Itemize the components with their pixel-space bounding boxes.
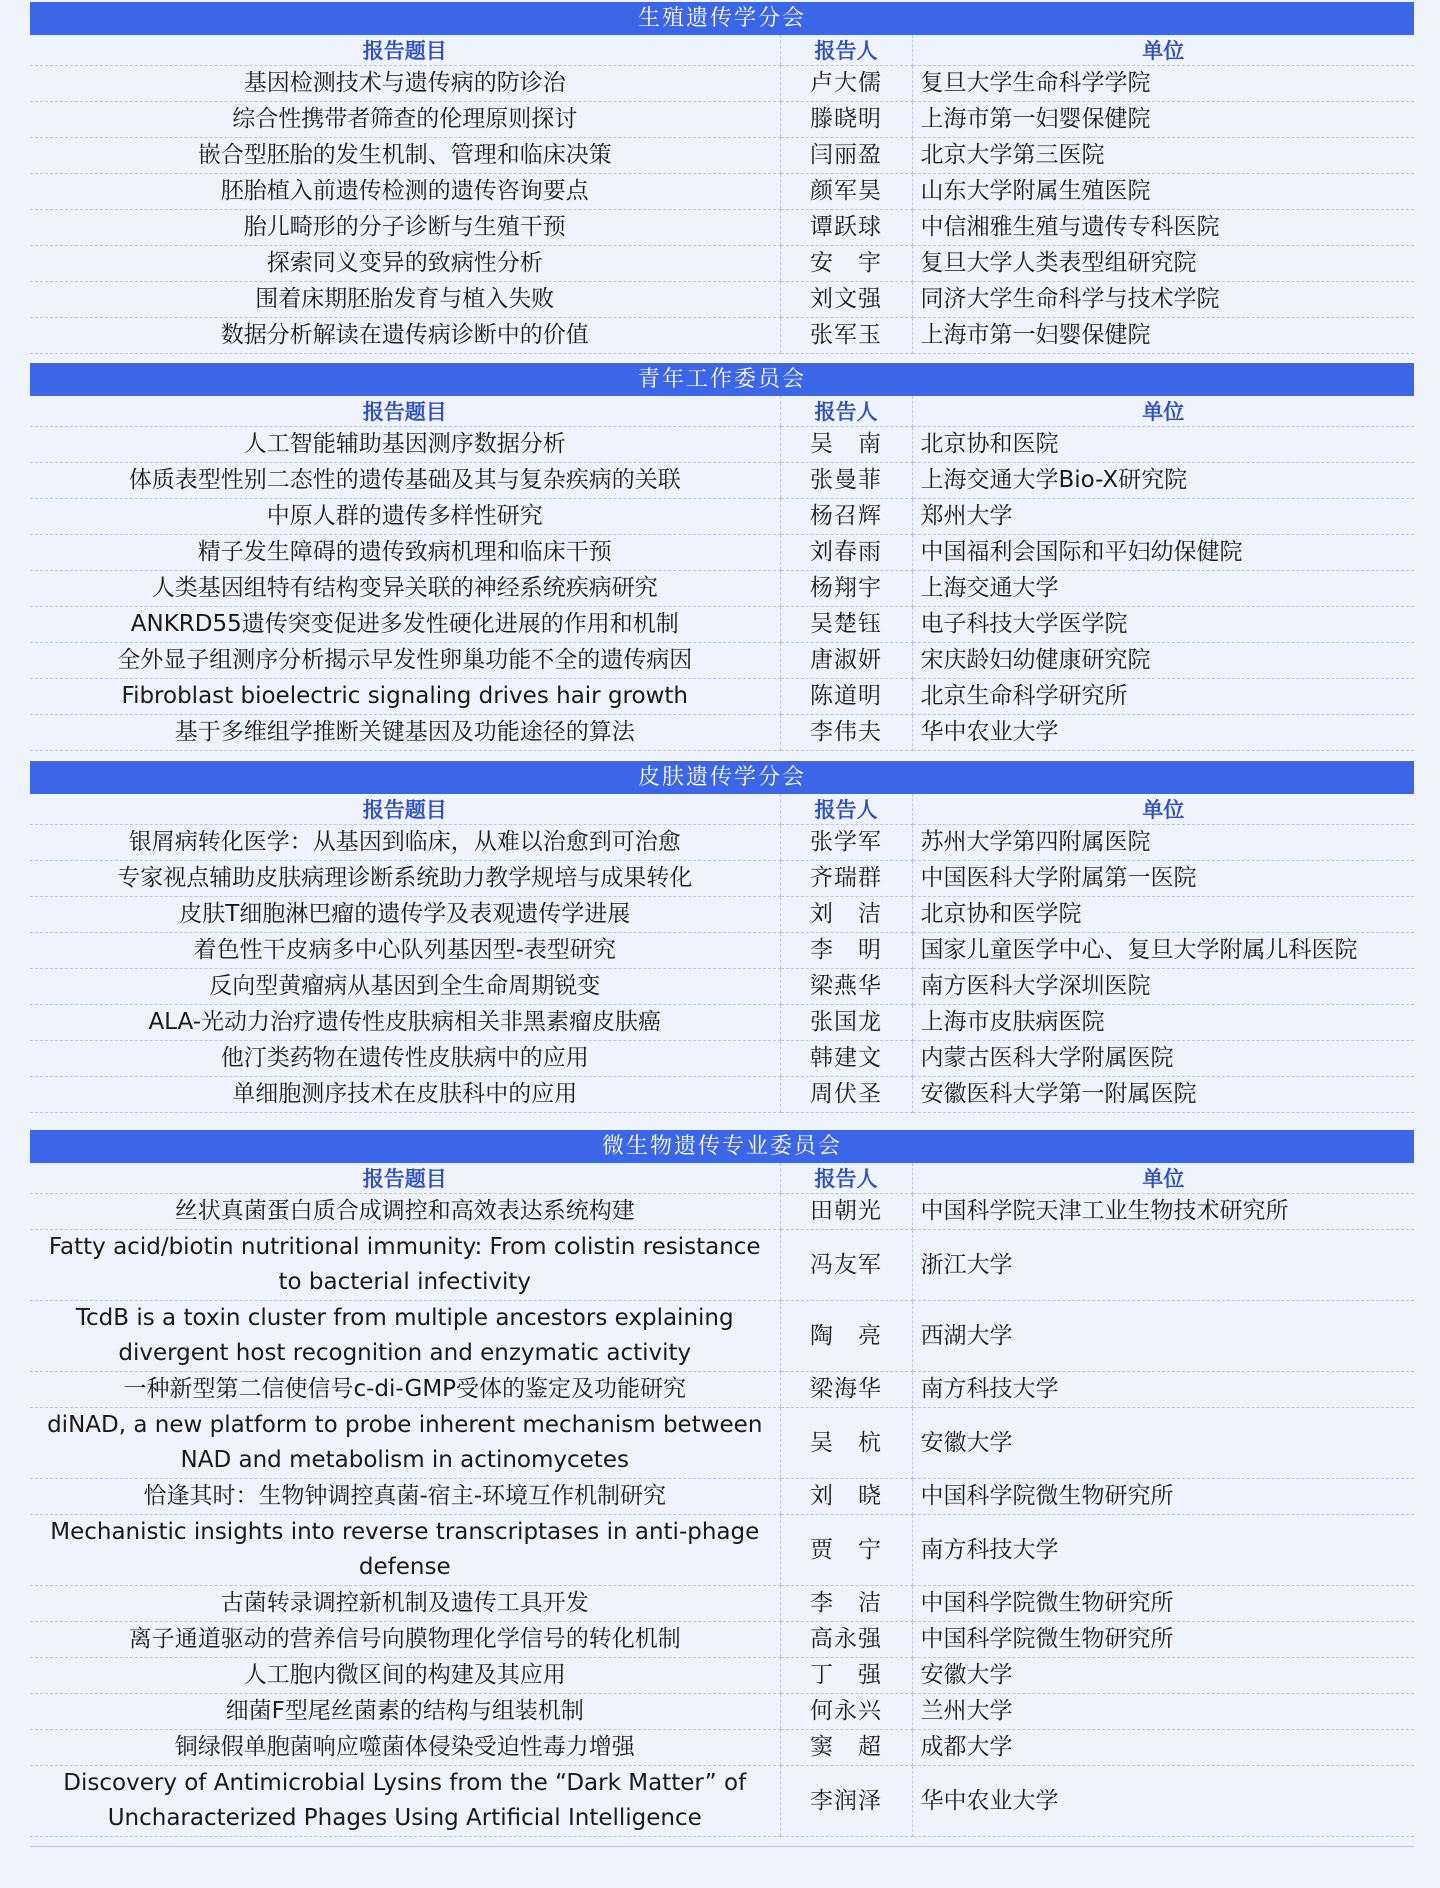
table-row	[30, 102, 1414, 138]
report-title: 数据分析解读在遗传病诊断中的价值	[30, 318, 780, 354]
unit: 北京协和医学院	[912, 897, 1414, 933]
unit: 上海交通大学Bio-X研究院	[912, 463, 1414, 499]
table-row	[30, 210, 1414, 246]
report-title: 铜绿假单胞菌响应噬菌体侵染受迫性毒力增强	[30, 1730, 780, 1766]
table-row	[30, 1479, 1414, 1515]
unit: 南方科技大学	[912, 1372, 1414, 1408]
report-table	[30, 396, 1414, 751]
report-title: 恰逢其时：生物钟调控真菌-宿主-环境互作机制研究	[30, 1479, 780, 1515]
unit: 华中农业大学	[912, 1766, 1414, 1837]
table-row	[30, 282, 1414, 318]
section-skin-genetics	[30, 761, 1414, 1113]
report-title: 皮肤T细胞淋巴瘤的遗传学及表观遗传学进展	[30, 897, 780, 933]
report-title: 一种新型第二信使信号c-di-GMP受体的鉴定及功能研究	[30, 1372, 780, 1408]
table-row	[30, 1041, 1414, 1077]
header-report-title: 报告题目	[30, 794, 780, 825]
speaker: 梁燕华	[780, 969, 912, 1005]
unit: 复旦大学人类表型组研究院	[912, 246, 1414, 282]
report-title: 嵌合型胚胎的发生机制、管理和临床决策	[30, 138, 780, 174]
section-title: 生殖遗传学分会	[30, 2, 1414, 35]
header-speaker: 报告人	[780, 35, 912, 66]
unit: 西湖大学	[912, 1301, 1414, 1372]
speaker: 田朝光	[780, 1194, 912, 1230]
section-reproductive-genetics	[30, 2, 1414, 354]
table-row	[30, 1515, 1414, 1586]
report-table	[30, 794, 1414, 1113]
report-title: 基于多维组学推断关键基因及功能途径的算法	[30, 715, 780, 751]
header-speaker: 报告人	[780, 396, 912, 427]
table-row	[30, 1658, 1414, 1694]
speaker: 吴 南	[780, 427, 912, 463]
table-header-row	[30, 794, 1414, 825]
table-row	[30, 1230, 1414, 1301]
unit: 华中农业大学	[912, 715, 1414, 751]
table-row	[30, 1766, 1414, 1837]
header-unit: 单位	[912, 1163, 1414, 1194]
report-title: 全外显子组测序分析揭示早发性卵巢功能不全的遗传病因	[30, 643, 780, 679]
speaker: 杨召辉	[780, 499, 912, 535]
speaker: 刘 洁	[780, 897, 912, 933]
report-title: ALA-光动力治疗遗传性皮肤病相关非黑素瘤皮肤癌	[30, 1005, 780, 1041]
report-title: 胚胎植入前遗传检测的遗传咨询要点	[30, 174, 780, 210]
speaker: 刘 晓	[780, 1479, 912, 1515]
section-title: 微生物遗传专业委员会	[30, 1130, 1414, 1163]
table-row	[30, 1372, 1414, 1408]
report-title: 人类基因组特有结构变异关联的神经系统疾病研究	[30, 571, 780, 607]
unit: 上海市第一妇婴保健院	[912, 102, 1414, 138]
table-row	[30, 318, 1414, 354]
table-row	[30, 969, 1414, 1005]
table-row	[30, 715, 1414, 751]
speaker: 谭跃球	[780, 210, 912, 246]
speaker: 贾 宁	[780, 1515, 912, 1586]
report-title: 精子发生障碍的遗传致病机理和临床干预	[30, 535, 780, 571]
table-row	[30, 138, 1414, 174]
unit: 中信湘雅生殖与遗传专科医院	[912, 210, 1414, 246]
report-title: 反向型黄瘤病从基因到全生命周期锐变	[30, 969, 780, 1005]
speaker: 陈道明	[780, 679, 912, 715]
report-table	[30, 1163, 1414, 1837]
report-title: 单细胞测序技术在皮肤科中的应用	[30, 1077, 780, 1113]
table-row	[30, 825, 1414, 861]
header-speaker: 报告人	[780, 794, 912, 825]
table-row	[30, 499, 1414, 535]
table-row	[30, 535, 1414, 571]
unit: 安徽医科大学第一附属医院	[912, 1077, 1414, 1113]
table-header-row	[30, 396, 1414, 427]
table-row	[30, 861, 1414, 897]
speaker: 卢大儒	[780, 66, 912, 102]
speaker: 何永兴	[780, 1694, 912, 1730]
unit: 上海市皮肤病医院	[912, 1005, 1414, 1041]
speaker: 张曼菲	[780, 463, 912, 499]
report-title: 他汀类药物在遗传性皮肤病中的应用	[30, 1041, 780, 1077]
table-row	[30, 1301, 1414, 1372]
speaker: 唐淑妍	[780, 643, 912, 679]
unit: 中国科学院微生物研究所	[912, 1479, 1414, 1515]
speaker: 丁 强	[780, 1658, 912, 1694]
header-speaker: 报告人	[780, 1163, 912, 1194]
report-title: 围着床期胚胎发育与植入失败	[30, 282, 780, 318]
unit: 北京生命科学研究所	[912, 679, 1414, 715]
unit: 宋庆龄妇幼健康研究院	[912, 643, 1414, 679]
speaker: 闫丽盈	[780, 138, 912, 174]
header-report-title: 报告题目	[30, 1163, 780, 1194]
unit: 浙江大学	[912, 1230, 1414, 1301]
speaker: 李 明	[780, 933, 912, 969]
report-title: 体质表型性别二态性的遗传基础及其与复杂疾病的关联	[30, 463, 780, 499]
speaker: 颜军昊	[780, 174, 912, 210]
speaker: 张军玉	[780, 318, 912, 354]
report-title: 中原人群的遗传多样性研究	[30, 499, 780, 535]
unit: 中国科学院微生物研究所	[912, 1622, 1414, 1658]
report-title: 银屑病转化医学：从基因到临床，从难以治愈到可治愈	[30, 825, 780, 861]
report-title: 丝状真菌蛋白质合成调控和高效表达系统构建	[30, 1194, 780, 1230]
unit: 电子科技大学医学院	[912, 607, 1414, 643]
speaker: 杨翔宇	[780, 571, 912, 607]
speaker: 李润泽	[780, 1766, 912, 1837]
report-title: 综合性携带者筛查的伦理原则探讨	[30, 102, 780, 138]
unit: 中国医科大学附属第一医院	[912, 861, 1414, 897]
unit: 上海市第一妇婴保健院	[912, 318, 1414, 354]
unit: 郑州大学	[912, 499, 1414, 535]
table-row	[30, 1586, 1414, 1622]
speaker: 齐瑞群	[780, 861, 912, 897]
report-title: 基因检测技术与遗传病的防诊治	[30, 66, 780, 102]
table-row	[30, 607, 1414, 643]
unit: 复旦大学生命科学学院	[912, 66, 1414, 102]
unit: 中国科学院天津工业生物技术研究所	[912, 1194, 1414, 1230]
table-row	[30, 1730, 1414, 1766]
table-row	[30, 897, 1414, 933]
speaker: 滕晓明	[780, 102, 912, 138]
header-unit: 单位	[912, 396, 1414, 427]
unit: 安徽大学	[912, 1408, 1414, 1479]
speaker: 陶 亮	[780, 1301, 912, 1372]
unit: 南方医科大学深圳医院	[912, 969, 1414, 1005]
report-title: Fibroblast bioelectric signaling drives hair growth	[30, 679, 780, 715]
report-title: Mechanistic insights into reverse transcriptases in anti-phage defense	[30, 1515, 780, 1586]
header-unit: 单位	[912, 794, 1414, 825]
speaker: 刘春雨	[780, 535, 912, 571]
speaker: 张学军	[780, 825, 912, 861]
table-row	[30, 427, 1414, 463]
report-title: Fatty acid/biotin nutritional immunity: From colistin resistance to bacterial infectivity	[30, 1230, 780, 1301]
unit: 北京大学第三医院	[912, 138, 1414, 174]
unit: 国家儿童医学中心、复旦大学附属儿科医院	[912, 933, 1414, 969]
table-row	[30, 174, 1414, 210]
report-title: ANKRD55遗传突变促进多发性硬化进展的作用和机制	[30, 607, 780, 643]
report-title: 离子通道驱动的营养信号向膜物理化学信号的转化机制	[30, 1622, 780, 1658]
speaker: 冯友军	[780, 1230, 912, 1301]
speaker: 周伏圣	[780, 1077, 912, 1113]
report-title: 探索同义变异的致病性分析	[30, 246, 780, 282]
unit: 内蒙古医科大学附属医院	[912, 1041, 1414, 1077]
report-title: 专家视点辅助皮肤病理诊断系统助力教学规培与成果转化	[30, 861, 780, 897]
report-title: diNAD, a new platform to probe inherent mechanism between NAD and metabolism in actinomycetes	[30, 1408, 780, 1479]
unit: 苏州大学第四附属医院	[912, 825, 1414, 861]
section-youth-committee	[30, 363, 1414, 751]
unit: 同济大学生命科学与技术学院	[912, 282, 1414, 318]
speaker: 吴楚钰	[780, 607, 912, 643]
speaker: 窦 超	[780, 1730, 912, 1766]
report-table	[30, 35, 1414, 354]
report-title: Discovery of Antimicrobial Lysins from the “Dark Matter” of Uncharacterized Phages Using Artificial Intelligence	[30, 1766, 780, 1837]
table-row	[30, 1077, 1414, 1113]
speaker: 李 洁	[780, 1586, 912, 1622]
table-row	[30, 1694, 1414, 1730]
bottom-divider	[30, 1846, 1414, 1847]
unit: 上海交通大学	[912, 571, 1414, 607]
speaker: 高永强	[780, 1622, 912, 1658]
report-title: 古菌转录调控新机制及遗传工具开发	[30, 1586, 780, 1622]
table-row	[30, 246, 1414, 282]
unit: 兰州大学	[912, 1694, 1414, 1730]
section-title: 皮肤遗传学分会	[30, 761, 1414, 794]
table-row	[30, 463, 1414, 499]
table-row	[30, 1622, 1414, 1658]
unit: 南方科技大学	[912, 1515, 1414, 1586]
section-title: 青年工作委员会	[30, 363, 1414, 396]
report-title: 着色性干皮病多中心队列基因型-表型研究	[30, 933, 780, 969]
table-row	[30, 571, 1414, 607]
unit: 安徽大学	[912, 1658, 1414, 1694]
header-report-title: 报告题目	[30, 396, 780, 427]
section-microbial-genetics	[30, 1130, 1414, 1837]
report-title: 人工胞内微区间的构建及其应用	[30, 1658, 780, 1694]
unit: 北京协和医院	[912, 427, 1414, 463]
speaker: 刘文强	[780, 282, 912, 318]
speaker: 韩建文	[780, 1041, 912, 1077]
speaker: 李伟夫	[780, 715, 912, 751]
table-row	[30, 933, 1414, 969]
report-title: 人工智能辅助基因测序数据分析	[30, 427, 780, 463]
table-header-row	[30, 35, 1414, 66]
report-title: TcdB is a toxin cluster from multiple ancestors explaining divergent host recognition and enzymatic activity	[30, 1301, 780, 1372]
unit: 中国科学院微生物研究所	[912, 1586, 1414, 1622]
speaker: 梁海华	[780, 1372, 912, 1408]
report-title: 胎儿畸形的分子诊断与生殖干预	[30, 210, 780, 246]
header-report-title: 报告题目	[30, 35, 780, 66]
table-row	[30, 66, 1414, 102]
unit: 山东大学附属生殖医院	[912, 174, 1414, 210]
table-row	[30, 679, 1414, 715]
speaker: 张国龙	[780, 1005, 912, 1041]
table-row	[30, 1408, 1414, 1479]
unit: 中国福利会国际和平妇幼保健院	[912, 535, 1414, 571]
speaker: 安 宇	[780, 246, 912, 282]
speaker: 吴 杭	[780, 1408, 912, 1479]
table-row	[30, 643, 1414, 679]
header-unit: 单位	[912, 35, 1414, 66]
unit: 成都大学	[912, 1730, 1414, 1766]
table-row	[30, 1005, 1414, 1041]
table-header-row	[30, 1163, 1414, 1194]
report-title: 细菌F型尾丝菌素的结构与组装机制	[30, 1694, 780, 1730]
table-row	[30, 1194, 1414, 1230]
